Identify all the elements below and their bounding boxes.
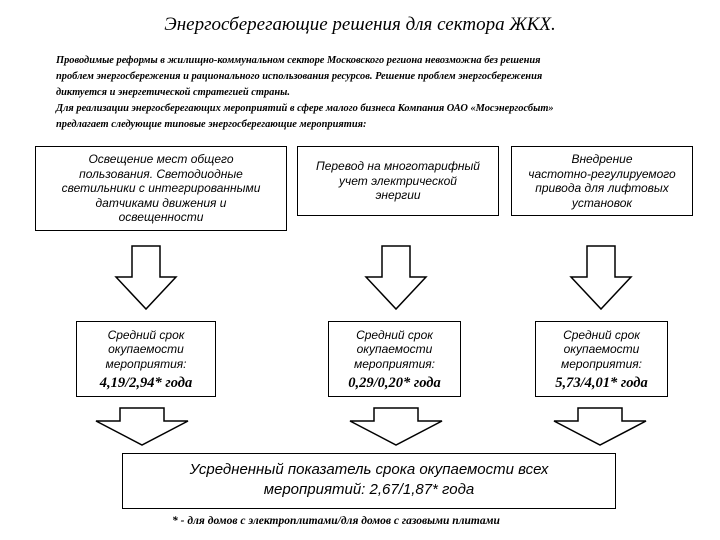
payback-value: 5,73/4,01* года xyxy=(555,375,648,391)
summary-box xyxy=(122,453,616,509)
payback-label: Средний срок xyxy=(107,327,185,342)
measure-line: Освещение мест общего xyxy=(88,152,234,167)
intro-text xyxy=(56,53,696,133)
intro-line: Проводимые реформы в жилищно-коммунальном секторе Московского региона невозможна без решения xyxy=(56,55,541,66)
intro-line: проблем энергосбережения и рационального использования ресурсов. Решение проблем энергосбережения xyxy=(56,71,543,82)
measure-line: энергии xyxy=(375,188,421,203)
arrow-down-icon xyxy=(348,407,444,447)
measure-line: установок xyxy=(571,195,633,210)
intro-line: Для реализации энергосберегающих мероприятий в сфере малого бизнеса Компания ОАО «Мосэнергосбыт» xyxy=(56,103,554,114)
payback-value: 0,29/0,20* года xyxy=(348,375,441,391)
payback-label: мероприятия: xyxy=(105,356,187,371)
intro-line: предлагает следующие типовые энергосберегающие мероприятия: xyxy=(56,119,367,130)
payback-box-metering xyxy=(328,321,461,397)
arrow-down-icon xyxy=(552,407,648,447)
measure-line: освещенности xyxy=(118,210,204,225)
payback-box-elevator-drive xyxy=(535,321,668,397)
payback-label: окупаемости xyxy=(108,342,184,356)
measure-line: Внедрение xyxy=(571,152,633,166)
arrow-down-icon xyxy=(364,245,428,311)
measure-line: учет электрической xyxy=(339,173,457,188)
footnote: * - для домов с электроплитами/для домов с газовыми плитами xyxy=(172,515,500,527)
payback-box-lighting xyxy=(76,321,216,397)
payback-label: мероприятия: xyxy=(560,356,643,371)
arrow-down-icon xyxy=(94,407,190,447)
payback-label: окупаемости xyxy=(356,342,433,356)
measure-box-elevator-drive xyxy=(511,146,693,216)
measure-line: частотно-регулируемого xyxy=(528,166,676,181)
summary-line: мероприятий: 2,67/1,87* года xyxy=(263,481,475,498)
payback-label: Средний срок xyxy=(356,327,433,342)
measure-line: привода для лифтовых xyxy=(535,181,669,195)
intro-line: диктуется и энергетической стратегией страны. xyxy=(56,87,290,98)
payback-label: окупаемости xyxy=(563,342,640,356)
measure-line: пользования. Светодиодные xyxy=(79,166,243,181)
summary-line: Усредненный показатель срока окупаемости всех xyxy=(189,461,549,478)
measure-box-metering xyxy=(297,146,499,216)
arrow-down-icon xyxy=(114,245,178,311)
payback-label: Средний срок xyxy=(563,327,640,342)
measure-line: светильники с интегрированными xyxy=(61,181,261,196)
page-title: Энергосберегающие решения для сектора ЖКХ. xyxy=(164,14,556,35)
measure-line: датчиками движения и xyxy=(95,195,227,210)
measure-box-lighting xyxy=(35,146,287,231)
measure-line: Перевод на многотарифный xyxy=(316,159,480,174)
payback-value: 4,19/2,94* года xyxy=(99,375,193,391)
payback-label: мероприятия: xyxy=(353,356,436,371)
arrow-down-icon xyxy=(569,245,633,311)
